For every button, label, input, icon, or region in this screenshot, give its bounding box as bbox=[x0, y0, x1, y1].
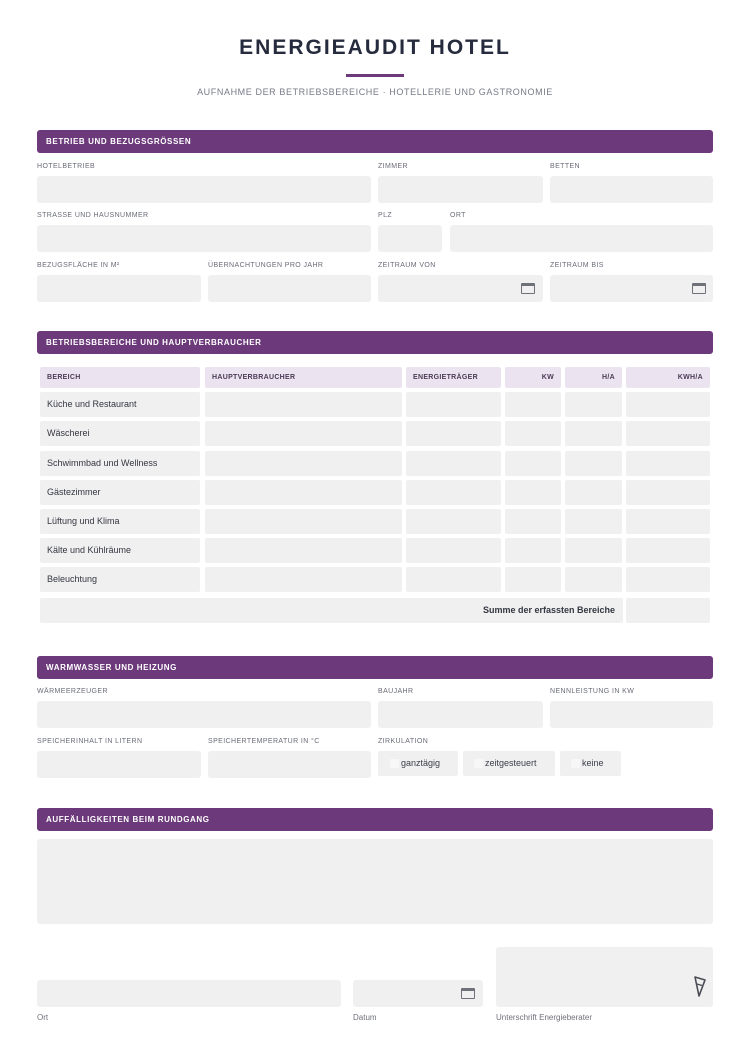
checkbox[interactable] bbox=[474, 759, 483, 768]
section-header-bereiche: BETRIEBSBEREICHE UND HAUPTVERBRAUCHER bbox=[37, 331, 713, 354]
kw-cell[interactable] bbox=[505, 509, 561, 534]
hauptverbraucher-cell[interactable] bbox=[205, 480, 402, 505]
zeitraum-bis-field[interactable] bbox=[550, 275, 713, 302]
label-zirkulation: ZIRKULATION bbox=[378, 738, 429, 745]
row-label: Wäscherei bbox=[40, 421, 200, 446]
section-header-betrieb: BETRIEB UND BEZUGSGRÖSSEN bbox=[37, 130, 713, 153]
label-baujahr: BAUJAHR bbox=[378, 688, 414, 695]
energietraeger-cell[interactable] bbox=[406, 480, 501, 505]
datum-field[interactable] bbox=[353, 980, 483, 1007]
kw-cell[interactable] bbox=[505, 421, 561, 446]
kwha-cell[interactable] bbox=[626, 538, 710, 563]
label-speicherinhalt: SPEICHERINHALT IN LITERN bbox=[37, 738, 143, 745]
plz-field[interactable] bbox=[378, 225, 442, 252]
sum-kwha-cell[interactable] bbox=[626, 598, 710, 623]
option-label: keine bbox=[582, 758, 604, 768]
column-header-ha: H/A bbox=[565, 367, 622, 388]
kw-cell[interactable] bbox=[505, 451, 561, 476]
label-strasse: STRASSE UND HAUSNUMMER bbox=[37, 212, 149, 219]
hauptverbraucher-cell[interactable] bbox=[205, 451, 402, 476]
kwha-cell[interactable] bbox=[626, 509, 710, 534]
nennleistung-field[interactable] bbox=[550, 701, 713, 728]
checkbox[interactable] bbox=[390, 759, 399, 768]
kwha-cell[interactable] bbox=[626, 480, 710, 505]
hotelbetrieb-field[interactable] bbox=[37, 176, 371, 203]
column-header-kw: KW bbox=[505, 367, 561, 388]
label-footer-ort: Ort bbox=[37, 1013, 49, 1022]
hauptverbraucher-cell[interactable] bbox=[205, 392, 402, 417]
ha-cell[interactable] bbox=[565, 421, 622, 446]
energietraeger-cell[interactable] bbox=[406, 538, 501, 563]
kwha-cell[interactable] bbox=[626, 451, 710, 476]
row-label: Lüftung und Klima bbox=[40, 509, 200, 534]
uebernachtungen-field[interactable] bbox=[208, 275, 371, 302]
ha-cell[interactable] bbox=[565, 567, 622, 592]
speicherinhalt-field[interactable] bbox=[37, 751, 201, 778]
ha-cell[interactable] bbox=[565, 509, 622, 534]
ha-cell[interactable] bbox=[565, 392, 622, 417]
strasse-field[interactable] bbox=[37, 225, 371, 252]
hauptverbraucher-cell[interactable] bbox=[205, 538, 402, 563]
column-header-kwha: KWH/A bbox=[626, 367, 710, 388]
label-zimmer: ZIMMER bbox=[378, 163, 409, 170]
row-label: Küche und Restaurant bbox=[40, 392, 200, 417]
label-ort: ORT bbox=[450, 212, 466, 219]
ort-field[interactable] bbox=[450, 225, 713, 252]
kw-cell[interactable] bbox=[505, 392, 561, 417]
rundgang-notes-field[interactable] bbox=[37, 839, 713, 924]
speichertemperatur-field[interactable] bbox=[208, 751, 371, 778]
label-plz: PLZ bbox=[378, 212, 393, 219]
label-zeitraum-von: ZEITRAUM VON bbox=[378, 262, 436, 269]
row-label: Gästezimmer bbox=[40, 480, 200, 505]
label-footer-unterschrift: Unterschrift Energieberater bbox=[496, 1013, 593, 1022]
option-label: ganztägig bbox=[401, 758, 441, 768]
ort-signature-field[interactable] bbox=[37, 980, 341, 1007]
zirkulation-option-zeitgesteuert[interactable] bbox=[463, 751, 555, 776]
title-underline bbox=[346, 74, 404, 77]
kw-cell[interactable] bbox=[505, 538, 561, 563]
label-nennleistung: NENNLEISTUNG IN KW bbox=[550, 688, 635, 695]
kwha-cell[interactable] bbox=[626, 392, 710, 417]
pen-icon bbox=[693, 976, 707, 998]
label-speichertemperatur: SPEICHERTEMPERATUR IN °C bbox=[208, 738, 320, 745]
hauptverbraucher-cell[interactable] bbox=[205, 421, 402, 446]
ha-cell[interactable] bbox=[565, 480, 622, 505]
calendar-icon[interactable] bbox=[521, 283, 535, 294]
kwha-cell[interactable] bbox=[626, 567, 710, 592]
checkbox[interactable] bbox=[571, 759, 580, 768]
calendar-icon[interactable] bbox=[692, 283, 706, 294]
ha-cell[interactable] bbox=[565, 451, 622, 476]
zirkulation-option-keine[interactable] bbox=[560, 751, 621, 776]
section-header-rundgang: AUFFÄLLIGKEITEN BEIM RUNDGANG bbox=[37, 808, 713, 831]
label-bezugsflaeche: BEZUGSFLÄCHE IN M² bbox=[37, 262, 120, 269]
label-footer-datum: Datum bbox=[353, 1013, 377, 1022]
row-label: Beleuchtung bbox=[40, 567, 200, 592]
option-label: zeitgesteuert bbox=[485, 758, 537, 768]
column-header-bereich: BEREICH bbox=[40, 367, 200, 388]
signature-field[interactable] bbox=[496, 947, 713, 1007]
label-uebernachtungen: ÜBERNACHTUNGEN PRO JAHR bbox=[208, 262, 324, 269]
baujahr-field[interactable] bbox=[378, 701, 543, 728]
energietraeger-cell[interactable] bbox=[406, 392, 501, 417]
ha-cell[interactable] bbox=[565, 538, 622, 563]
document-title: ENERGIEAUDIT HOTEL bbox=[239, 36, 511, 59]
calendar-icon[interactable] bbox=[461, 988, 475, 999]
sum-label: Summe der erfassten Bereiche bbox=[40, 598, 623, 623]
energietraeger-cell[interactable] bbox=[406, 451, 501, 476]
energietraeger-cell[interactable] bbox=[406, 509, 501, 534]
hauptverbraucher-cell[interactable] bbox=[205, 509, 402, 534]
column-header-hauptverbraucher: HAUPTVERBRAUCHER bbox=[205, 367, 402, 388]
kw-cell[interactable] bbox=[505, 567, 561, 592]
label-waermeerzeuger: WÄRMEERZEUGER bbox=[37, 688, 108, 695]
zirkulation-option-ganztaegig[interactable] bbox=[378, 751, 458, 776]
column-header-energietraeger: ENERGIETRÄGER bbox=[406, 367, 501, 388]
kwha-cell[interactable] bbox=[626, 421, 710, 446]
row-label: Kälte und Kühlräume bbox=[40, 538, 200, 563]
betten-field[interactable] bbox=[550, 176, 713, 203]
energietraeger-cell[interactable] bbox=[406, 421, 501, 446]
bezugsflaeche-field[interactable] bbox=[37, 275, 201, 302]
label-betten: BETTEN bbox=[550, 163, 581, 170]
label-hotelbetrieb: HOTELBETRIEB bbox=[37, 163, 96, 170]
section-header-warmwasser: WARMWASSER UND HEIZUNG bbox=[37, 656, 713, 679]
kw-cell[interactable] bbox=[505, 480, 561, 505]
zeitraum-von-field[interactable] bbox=[378, 275, 543, 302]
document-subtitle: AUFNAHME DER BETRIEBSBEREICHE · HOTELLERIE UND GASTRONOMIE bbox=[197, 87, 553, 97]
hauptverbraucher-cell[interactable] bbox=[205, 567, 402, 592]
energietraeger-cell[interactable] bbox=[406, 567, 501, 592]
zimmer-field[interactable] bbox=[378, 176, 543, 203]
waermeerzeuger-field[interactable] bbox=[37, 701, 371, 728]
label-zeitraum-bis: ZEITRAUM BIS bbox=[550, 262, 604, 269]
row-label: Schwimmbad und Wellness bbox=[40, 451, 200, 476]
